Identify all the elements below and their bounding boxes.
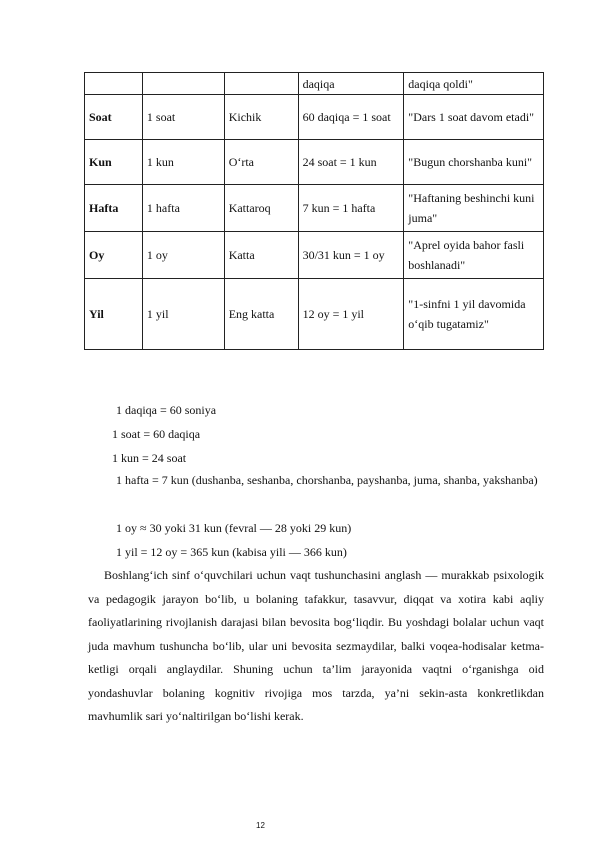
table-row — [85, 232, 544, 279]
table-cell: "Bugun chorshanba kuni" — [404, 140, 544, 185]
table-cell: Yil — [85, 279, 143, 350]
table-cell: 1 oy — [142, 232, 224, 279]
table-cell: 1 kun — [142, 140, 224, 185]
table-cell: "Aprel oyida bahor fasli boshlanadi" — [404, 232, 544, 279]
table-cell: daqiqa qoldi" — [404, 73, 544, 95]
table-cell: Kun — [85, 140, 143, 185]
time-units-table — [84, 72, 544, 350]
fact-year: 1 yil = 12 oy = 365 kun (kabisa yili — 366 kun) — [116, 545, 347, 559]
fact-hour: 1 soat = 60 daqiqa — [112, 427, 201, 441]
fact-month: 1 oy ≈ 30 yoki 31 kun (fevral — 28 yoki 29 kun) — [116, 521, 352, 535]
table-cell: "1-sinfni 1 yil davomida o‘qib tugatamiz" — [404, 279, 544, 350]
table-cell: Oy — [85, 232, 143, 279]
fact-minute: 1 daqiqa = 60 soniya — [116, 403, 217, 417]
table-cell: 24 soat = 1 kun — [298, 140, 404, 185]
table-row — [85, 73, 544, 95]
fact-day: 1 kun = 24 soat — [112, 451, 187, 465]
table-row — [85, 279, 544, 350]
table-cell — [85, 73, 143, 95]
table-row — [85, 140, 544, 185]
table-cell: Hafta — [85, 185, 143, 232]
table-cell — [142, 73, 224, 95]
table-cell: Kattaroq — [224, 185, 298, 232]
table-row — [85, 185, 544, 232]
table-cell: "Dars 1 soat davom etadi" — [404, 95, 544, 140]
body-paragraph: Boshlang‘ich sinf o‘quvchilari uchun vaqt tushunchasini anglash — murakkab psixologik va pedagogik jarayon bo‘lib, u bolaning tafakkur, tasavvur, diqqat va xotira kabi aqliy faoliyatlarining rivojlanish darajasi bilan bevosita bog‘liqdir. Bu yoshdagi bolalar uchun vaqt juda mavhum tushuncha bo‘lib, ular uni bevosita sezmaydilar, balki voqea-hodisalar ketma-ketligi orqali anglaydilar. Shuning uchun ta’lim jarayonida vaqtni o‘rganishga oid yondashuvlar bolaning kognitiv rivojiga mos tarzda, ya’ni sekin-asta konkretlikdan mavhumlik sari yo‘naltirilgan bo‘lishi kerak. — [88, 568, 544, 723]
table-cell: Eng katta — [224, 279, 298, 350]
fact-week: 1 hafta = 7 kun (dushanba, seshanba, chorshanba, payshanba, juma, shanba, yakshanba) — [116, 473, 538, 487]
table-cell: O‘rta — [224, 140, 298, 185]
table-cell: 60 daqiqa = 1 soat — [298, 95, 404, 140]
table-cell: 1 hafta — [142, 185, 224, 232]
table-cell: "Haftaning beshinchi kuni juma" — [404, 185, 544, 232]
table-row — [85, 95, 544, 140]
page-number: 12 — [256, 821, 265, 830]
table-cell: Kichik — [224, 95, 298, 140]
table-cell: 12 oy = 1 yil — [298, 279, 404, 350]
table-cell: 7 kun = 1 hafta — [298, 185, 404, 232]
table-cell: Soat — [85, 95, 143, 140]
table-cell: 1 soat — [142, 95, 224, 140]
table-cell: daqiqa — [298, 73, 404, 95]
table-cell — [224, 73, 298, 95]
table-cell: 30/31 kun = 1 oy — [298, 232, 404, 279]
table-cell: Katta — [224, 232, 298, 279]
table-cell: 1 yil — [142, 279, 224, 350]
